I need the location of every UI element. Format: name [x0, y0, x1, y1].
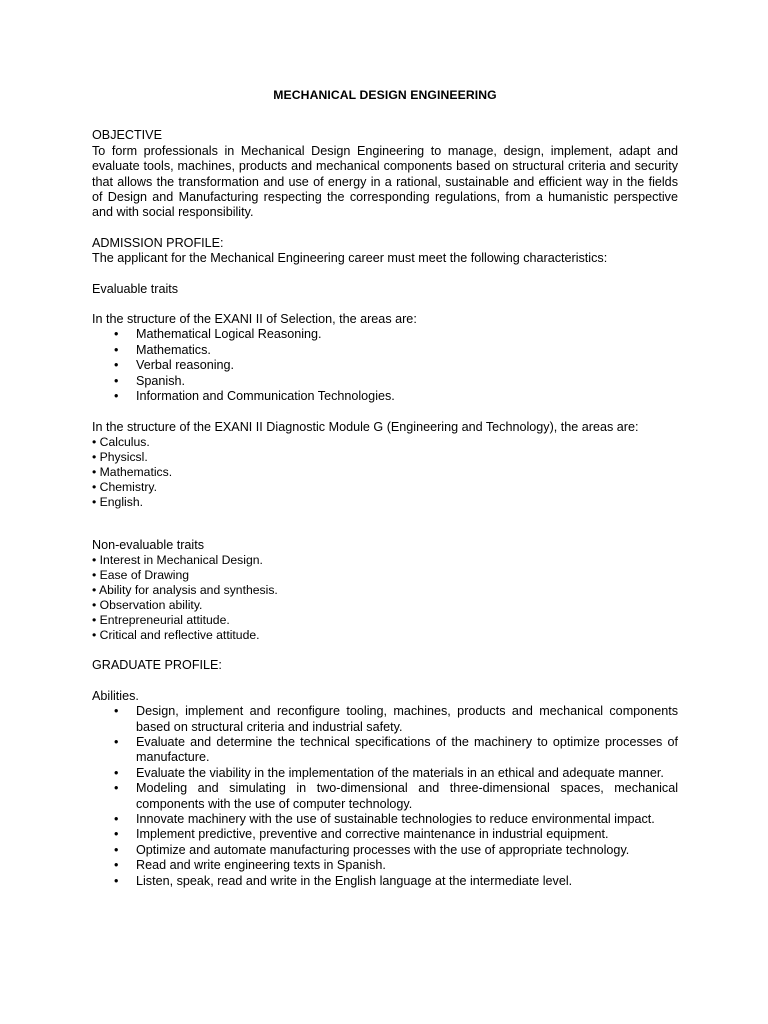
list-item: • Evaluate the viability in the implementation of the materials in an ethical and adequate manner.: [114, 765, 664, 780]
bullet-icon: •: [114, 858, 119, 873]
abilities-heading: Abilities.: [92, 688, 139, 703]
bullet-icon: •: [114, 389, 119, 404]
bullet-icon: •: [114, 327, 119, 342]
list-item: • Mathematical Logical Reasoning.: [114, 327, 322, 342]
abilities-list: [92, 704, 678, 889]
non-evaluable-list: [92, 553, 678, 643]
admission-intro: The applicant for the Mechanical Engineering career must meet the following characteristics:: [92, 251, 608, 266]
bullet-icon: •: [114, 704, 119, 719]
exani-diagnostic-intro: In the structure of the EXANI II Diagnostic Module G (Engineering and Technology), the areas are:: [92, 419, 639, 434]
bullet-icon: •: [114, 842, 119, 857]
list-item: • Chemistry.: [92, 479, 157, 494]
list-item: • Optimize and automate manufacturing processes with the use of appropriate technology.: [114, 842, 630, 857]
list-item: • Innovate machinery with the use of sustainable technologies to reduce environmental impact.: [114, 811, 655, 826]
bullet-icon: •: [114, 342, 119, 357]
list-item: • English.: [92, 494, 144, 509]
list-item: • Observation ability.: [92, 598, 203, 613]
list-item: • Read and write engineering texts in Spanish.: [114, 858, 386, 873]
list-item: • Spanish.: [114, 373, 186, 388]
list-item: • Physicsl.: [92, 449, 148, 464]
exani-selection-list: [92, 327, 678, 404]
bullet-icon: •: [114, 827, 119, 842]
list-item: • Listen, speak, read and write in the English language at the intermediate level.: [114, 873, 573, 888]
list-item: • Mathematics.: [92, 464, 173, 479]
list-item: • Entrepreneurial attitude.: [92, 613, 230, 628]
bullet-icon: •: [114, 811, 119, 826]
exani-selection-intro: In the structure of the EXANI II of Selection, the areas are:: [92, 312, 417, 327]
list-item: • Critical and reflective attitude.: [92, 628, 260, 643]
list-item: • Ease of Drawing: [92, 568, 190, 583]
bullet-icon: •: [114, 781, 119, 796]
bullet-icon: •: [114, 358, 119, 373]
list-item: • Calculus.: [92, 434, 150, 449]
list-item: • Modeling and simulating in two-dimensional and three-dimensional spaces, mechanical components with the use of computer technology.: [114, 781, 678, 811]
evaluable-traits-heading: Evaluable traits: [92, 281, 179, 296]
admission-heading: ADMISSION PROFILE:: [92, 235, 224, 250]
objective-heading: OBJECTIVE: [92, 128, 162, 143]
list-item: • Ability for analysis and synthesis.: [92, 583, 278, 598]
list-item: • Information and Communication Technologies.: [114, 389, 395, 404]
objective-text: To form professionals in Mechanical Design Engineering to manage, design, implement, adapt and evaluate tools, machines, products and mechanical components based on structural criteria and security that allows the transformation and use of energy in a rational, sustainable and efficient way in the fields of Design and Manufacturing respecting the corresponding regulations, from a humanistic perspective and with social responsibility.: [92, 143, 678, 220]
list-item: • Evaluate and determine the technical specifications of the machinery to optimize processes of manufacture.: [114, 734, 678, 765]
list-item: • Implement predictive, preventive and corrective maintenance in industrial equipment.: [114, 827, 609, 842]
bullet-icon: •: [114, 373, 119, 388]
list-item: • Mathematics.: [114, 342, 211, 357]
list-item: • Design, implement and reconfigure tooling, machines, products and mechanical components based on structural criteria and industrial safety.: [114, 704, 678, 734]
list-item: • Verbal reasoning.: [114, 358, 235, 373]
list-item: • Interest in Mechanical Design.: [92, 553, 263, 568]
bullet-icon: •: [114, 873, 119, 888]
non-evaluable-traits-heading: Non-evaluable traits: [92, 537, 205, 552]
document-page: [92, 88, 678, 889]
bullet-icon: •: [114, 765, 119, 780]
document-title: MECHANICAL DESIGN ENGINEERING: [273, 88, 497, 102]
graduate-profile-heading: GRADUATE PROFILE:: [92, 658, 222, 673]
exani-diagnostic-list: [92, 435, 678, 510]
bullet-icon: •: [114, 734, 119, 749]
